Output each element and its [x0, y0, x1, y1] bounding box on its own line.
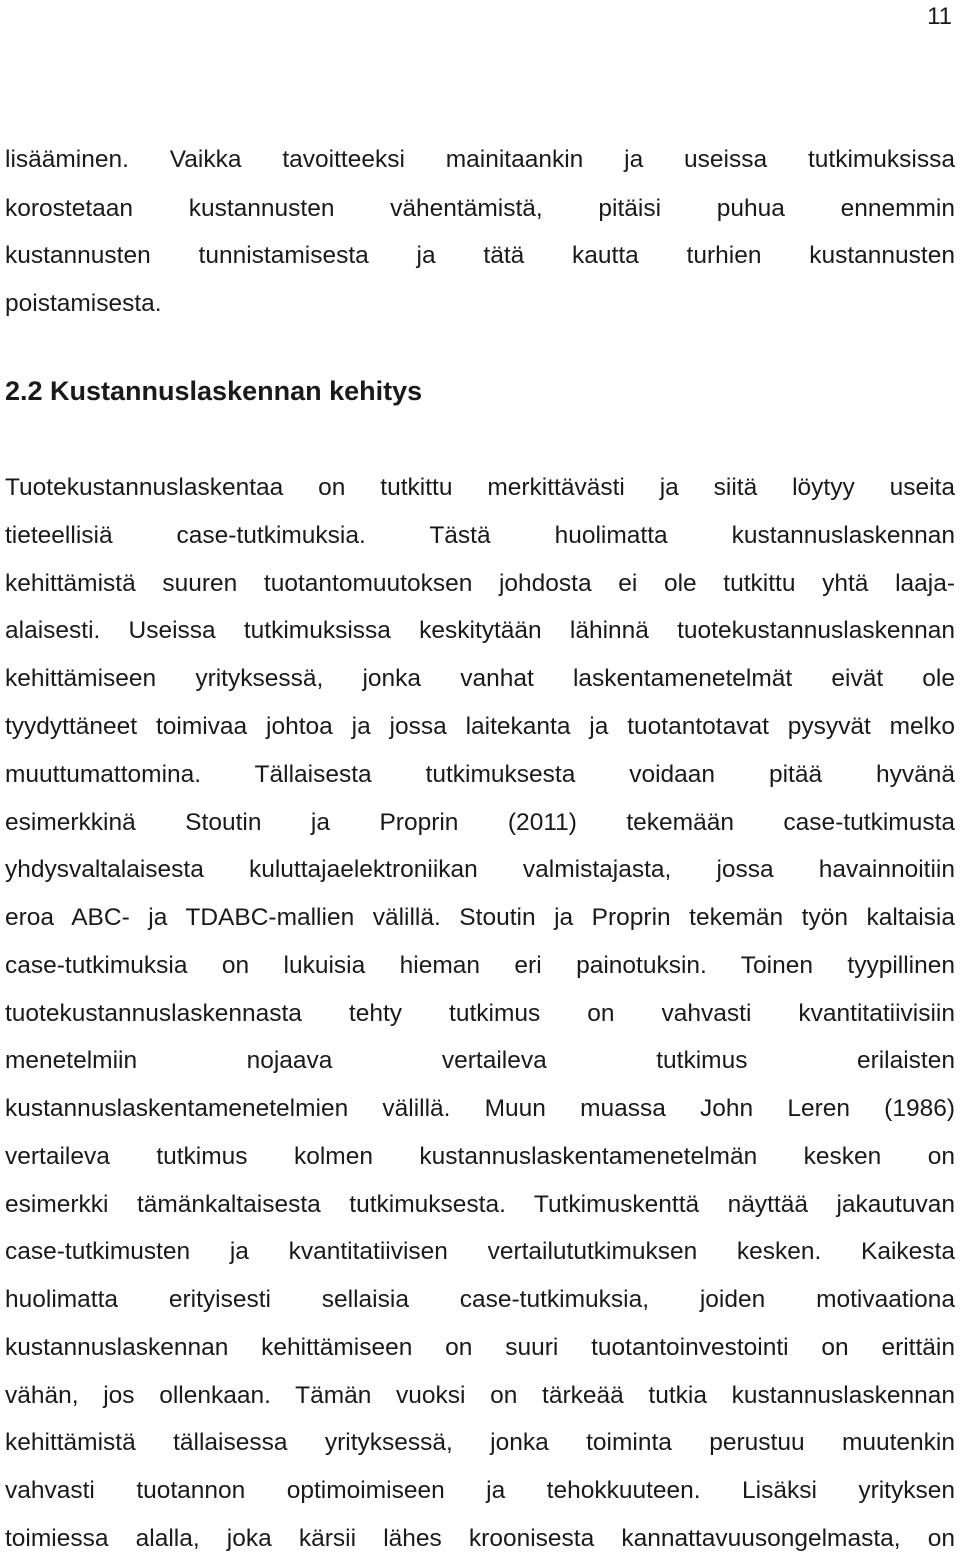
text-line: poistamisesta.: [5, 290, 162, 317]
text-line: kehittämistä tällaisessa yrityksessä, jonka toiminta perustuu muutenkin: [5, 1429, 955, 1456]
text-line: alaisesti. Useissa tutkimuksissa keskitytään lähinnä tuotekustannuslaskennan: [5, 617, 955, 644]
text-line: tuotekustannuslaskennasta tehty tutkimus on vahvasti kvantitatiivisiin: [5, 1000, 955, 1027]
text-line: tieteellisiä case-tutkimuksia. Tästä huolimatta kustannuslaskennan: [5, 522, 955, 549]
text-line: case-tutkimusten ja kvantitatiivisen vertailututkimuksen kesken. Kaikesta: [5, 1238, 955, 1265]
text-line: korostetaan kustannusten vähentämistä, pitäisi puhua ennemmin: [5, 195, 955, 222]
text-line: huolimatta erityisesti sellaisia case-tutkimuksia, joiden motivaationa: [5, 1286, 955, 1313]
text-line: esimerkkinä Stoutin ja Proprin (2011) tekemään case-tutkimusta: [5, 809, 955, 836]
text-line: case-tutkimuksia on lukuisia hieman eri painotuksin. Toinen tyypillinen: [5, 952, 955, 979]
text-line: vahvasti tuotannon optimoimiseen ja tehokkuuteen. Lisäksi yrityksen: [5, 1477, 955, 1504]
text-line: toimiessa alalla, joka kärsii lähes kroonisesta kannattavuusongelmasta, on: [5, 1525, 955, 1552]
text-line: menetelmiin nojaava vertaileva tutkimus erilaisten: [5, 1047, 955, 1074]
text-line: yhdysvaltalaisesta kuluttajaelektroniikan valmistajasta, jossa havainnoitiin: [5, 856, 955, 883]
text-line: kustannuslaskennan kehittämiseen on suuri tuotantoinvestointi on erittäin: [5, 1334, 955, 1361]
text-line: eroa ABC- ja TDABC-mallien välillä. Stoutin ja Proprin tekemän työn kaltaisia: [5, 904, 955, 931]
text-line: vertaileva tutkimus kolmen kustannuslaskentamenetelmän kesken on: [5, 1143, 955, 1170]
page-number: 11: [927, 3, 952, 30]
text-line: vähän, jos ollenkaan. Tämän vuoksi on tärkeää tutkia kustannuslaskennan: [5, 1382, 955, 1409]
text-line: kustannusten tunnistamisesta ja tätä kautta turhien kustannusten: [5, 242, 955, 269]
section-heading: 2.2 Kustannuslaskennan kehitys: [5, 376, 423, 406]
text-line: lisääminen. Vaikka tavoitteeksi mainitaankin ja useissa tutkimuksissa: [5, 146, 955, 173]
text-line: kehittämiseen yrityksessä, jonka vanhat laskentamenetelmät eivät ole: [5, 665, 955, 692]
text-line: muuttumattomina. Tällaisesta tutkimuksesta voidaan pitää hyvänä: [5, 761, 955, 788]
text-line: kustannuslaskentamenetelmien välillä. Muun muassa John Leren (1986): [5, 1095, 955, 1122]
text-line: Tuotekustannuslaskentaa on tutkittu merkittävästi ja siitä löytyy useita: [5, 474, 955, 501]
text-line: tyydyttäneet toimivaa johtoa ja jossa laitekanta ja tuotantotavat pysyvät melko: [5, 713, 955, 740]
text-line: kehittämistä suuren tuotantomuutoksen johdosta ei ole tutkittu yhtä laaja-: [5, 570, 955, 597]
text-line: esimerkki tämänkaltaisesta tutkimuksesta. Tutkimuskenttä näyttää jakautuvan: [5, 1191, 955, 1218]
